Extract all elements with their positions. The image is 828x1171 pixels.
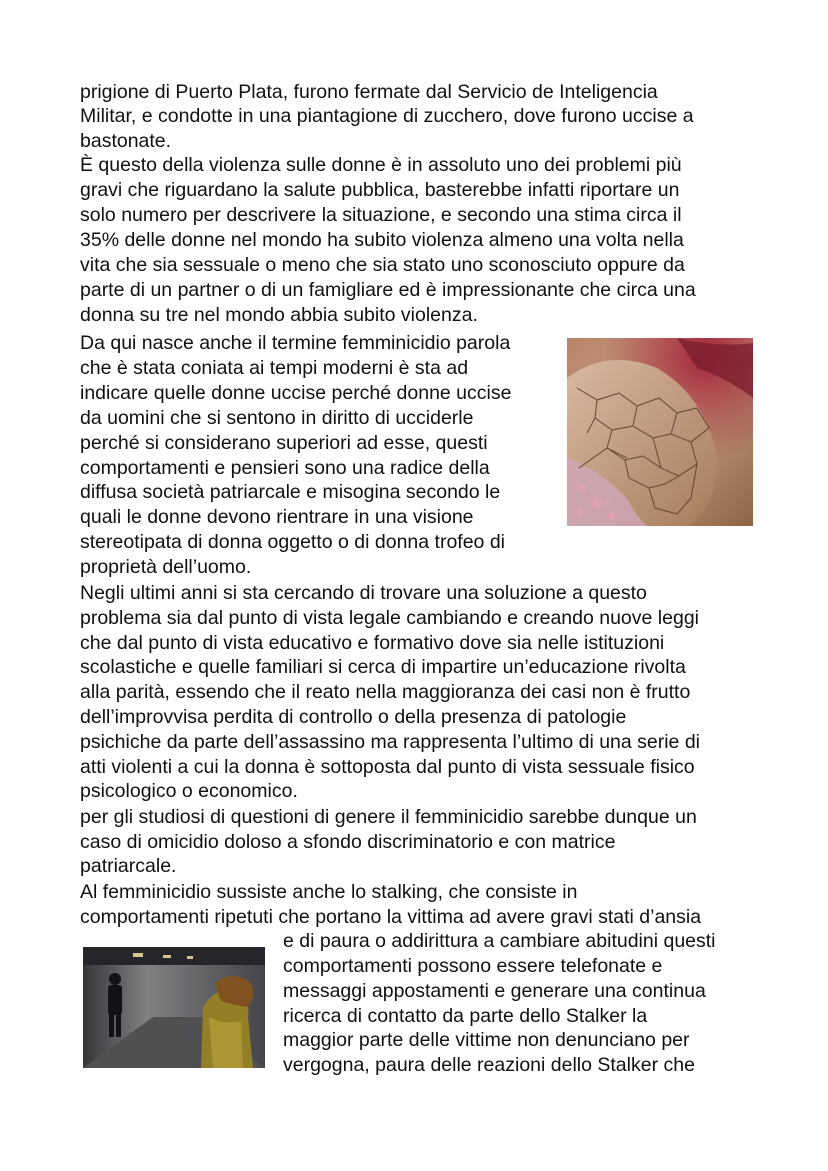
text-line: patriarcale. — [80, 855, 177, 878]
text-line: maggior parte delle vittime non denunciano per — [283, 1029, 690, 1052]
text-line: solo numero per descrivere la situazione, e secondo una stima circa il — [80, 204, 682, 226]
text-line: psichiche da parte dell’assassino ma rappresenta l’ultimo di una serie di — [80, 730, 701, 753]
text-line: comportamenti ripetuti che portano la vittima ad avere gravi stati d’ansia — [80, 905, 702, 928]
text-line: stereotipata di donna oggetto o di donna trofeo di — [80, 531, 505, 554]
text-line: donna su tre nel mondo abbia subito violenza. — [80, 304, 478, 326]
text-line: da uomini che si sentono in diritto di ucciderle — [80, 406, 474, 429]
text-line: psicologico o economico. — [80, 780, 298, 803]
text-line: prigione di Puerto Plata, furono fermate dal Servicio de Inteligencia — [80, 81, 658, 103]
text-line: gravi che riguardano la salute pubblica, basterebbe infatti riportare un — [80, 179, 680, 201]
text-line: dell’improvvisa perdita di controllo o della presenza di patologie — [80, 706, 627, 728]
text-line: alla parità, essendo che il reato nella maggioranza dei casi non è frutto — [80, 681, 691, 704]
text-line: proprietà dell’uomo. — [80, 556, 252, 579]
text-line: comportamenti e pensieri sono una radice della — [80, 456, 490, 479]
woman-cracked-skin-illustration — [567, 338, 753, 526]
text-line: che dal punto di vista educativo e formativo dove sia nelle istituzioni — [80, 631, 665, 654]
stalker-tunnel-photo — [83, 947, 265, 1068]
woman-cracked-skin-photo — [567, 338, 753, 526]
text-line: 35% delle donne nel mondo ha subito violenza almeno una volta nella — [80, 229, 684, 251]
text-line: vergogna, paura delle reazioni dello Stalker che — [283, 1053, 695, 1076]
text-line: parte di un partner o di un famigliare ed è impressionante che circa una — [80, 279, 696, 301]
stalker-tunnel-illustration — [83, 947, 265, 1068]
text-line: bastonate. — [80, 129, 172, 152]
text-line: Militar, e condotte in una piantagione di zucchero, dove furono uccise a — [80, 105, 694, 128]
text-line: quali le donne devono rientrare in una visione — [80, 506, 474, 529]
text-line: messaggi appostamenti e generare una continua — [283, 979, 706, 1002]
text-line: indicare quelle donne uccise perché donne uccise — [80, 381, 512, 404]
text-line: problema sia dal punto di vista legale cambiando e creando nuove leggi — [80, 606, 699, 629]
text-line: Da qui nasce anche il termine femminicidio parola — [80, 332, 511, 354]
text-line: vita che sia sessuale o meno che sia stato uno sconosciuto oppure da — [80, 254, 685, 276]
text-line: Al femminicidio sussiste anche lo stalking, che consiste in — [80, 881, 578, 903]
text-line: caso di omicidio doloso a sfondo discriminatorio e con matrice — [80, 830, 616, 853]
text-line: diffusa società patriarcale e misogina secondo le — [80, 481, 501, 504]
text-line: Negli ultimi anni si sta cercando di trovare una soluzione a questo — [80, 582, 647, 604]
text-line: atti violenti a cui la donna è sottoposta dal punto di vista sessuale fisico — [80, 755, 695, 778]
text-line: che è stata coniata ai tempi moderni è sta ad — [80, 356, 469, 379]
text-line: comportamenti possono essere telefonate e — [283, 955, 663, 978]
text-line: perché si considerano superiori ad esse, questi — [80, 431, 488, 454]
text-line: e di paura o addirittura a cambiare abitudini questi — [283, 930, 716, 953]
text-line: È questo della violenza sulle donne è in assoluto uno dei problemi più — [80, 154, 682, 176]
text-line: ricerca di contatto da parte dello Stalker la — [283, 1004, 648, 1027]
text-line: per gli studiosi di questioni di genere il femminicidio sarebbe dunque un — [80, 806, 697, 828]
text-line: scolastiche e quelle familiari si cerca di impartire un’educazione rivolta — [80, 656, 686, 679]
